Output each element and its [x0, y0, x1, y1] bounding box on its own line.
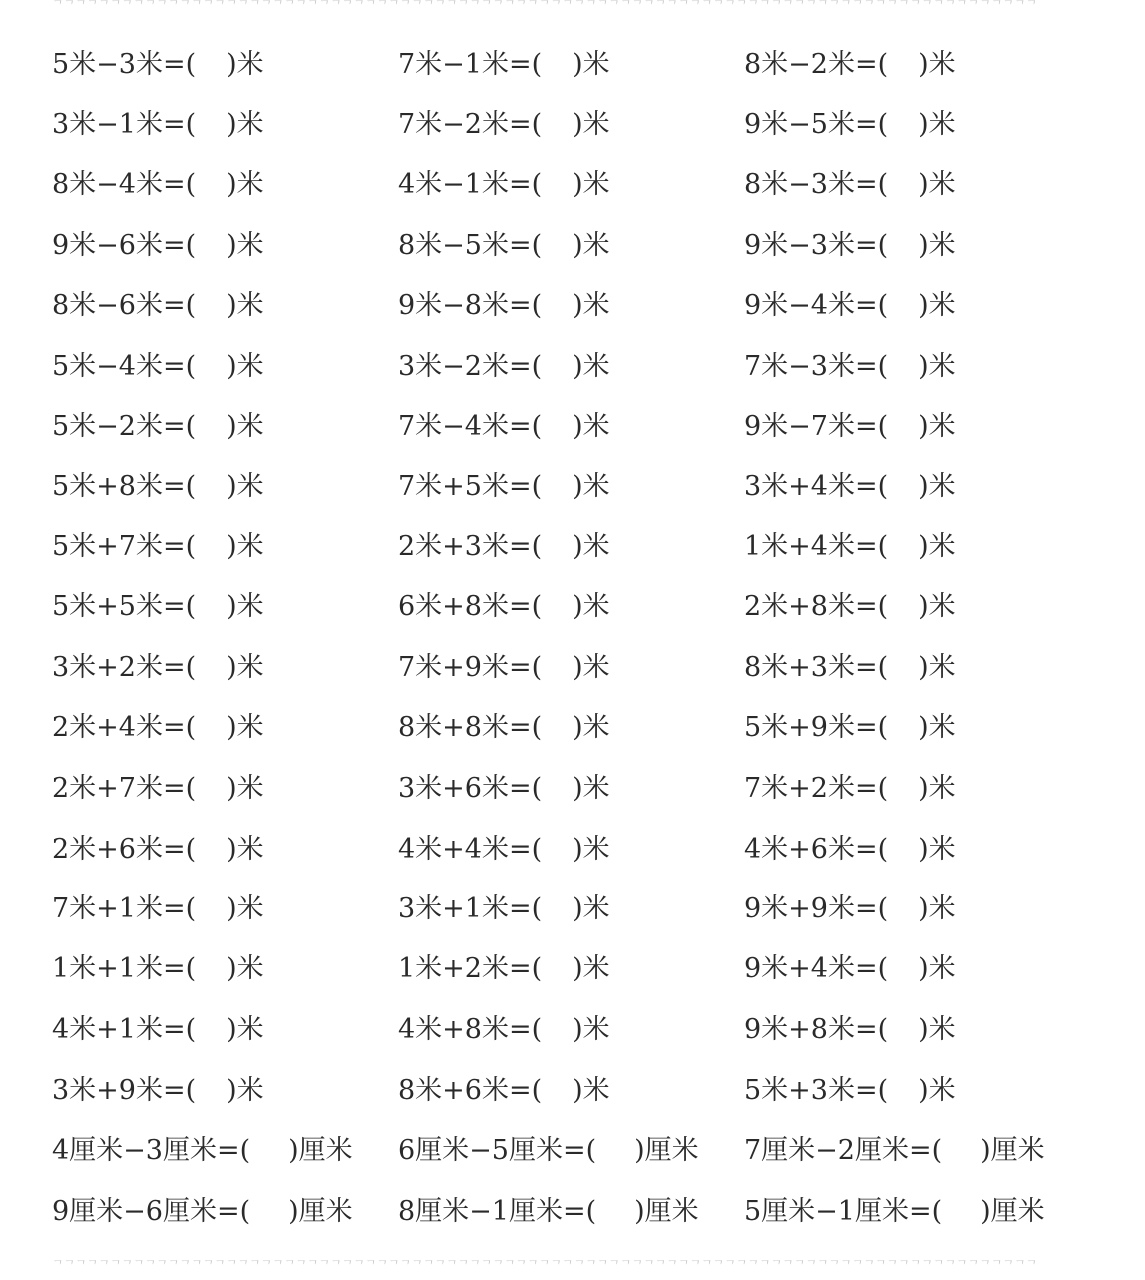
- problem-expression: 3米+1米=(: [398, 893, 543, 924]
- problem-expression: 7厘米−2厘米=(: [744, 1135, 943, 1166]
- answer-unit: )米: [572, 834, 610, 865]
- problem-item: [398, 648, 610, 688]
- problem-expression: 5米+8米=(: [52, 471, 197, 502]
- problem-row: [0, 165, 1145, 205]
- answer-unit: )米: [226, 351, 264, 382]
- answer-unit: )米: [572, 953, 610, 984]
- problem-row: [0, 226, 1145, 266]
- problem-expression: 6米+8米=(: [398, 591, 543, 622]
- answer-unit: )米: [572, 1075, 610, 1106]
- problem-expression: 2米+3米=(: [398, 531, 543, 562]
- problem-item: [52, 105, 264, 145]
- problem-item: [52, 830, 264, 870]
- answer-unit: )米: [572, 230, 610, 261]
- answer-unit: )米: [226, 591, 264, 622]
- problem-expression: 3米+4米=(: [744, 471, 889, 502]
- problem-item: [398, 45, 610, 85]
- problem-item: [398, 1071, 610, 1111]
- problem-expression: 7米+1米=(: [52, 893, 197, 924]
- problem-expression: 7米+5米=(: [398, 471, 543, 502]
- problem-expression: 6厘米−5厘米=(: [398, 1135, 597, 1166]
- answer-unit: )米: [918, 834, 956, 865]
- answer-unit: )厘米: [634, 1196, 699, 1227]
- problem-item: [398, 467, 610, 507]
- problem-item: [398, 165, 610, 205]
- problem-expression: 5米−3米=(: [52, 49, 197, 80]
- decorative-border-bottom: [52, 1260, 1094, 1272]
- answer-unit: )米: [918, 49, 956, 80]
- problem-item: [398, 949, 610, 989]
- answer-unit: )米: [918, 652, 956, 683]
- problem-expression: 9米+9米=(: [744, 893, 889, 924]
- problem-expression: 3米−2米=(: [398, 351, 543, 382]
- answer-unit: )米: [918, 773, 956, 804]
- answer-unit: )厘米: [980, 1196, 1045, 1227]
- problem-expression: 5米+3米=(: [744, 1075, 889, 1106]
- problem-expression: 9米−6米=(: [52, 230, 197, 261]
- answer-unit: )米: [572, 109, 610, 140]
- problem-item: [744, 587, 956, 627]
- problem-expression: 7米−3米=(: [744, 351, 889, 382]
- problem-item: [52, 949, 264, 989]
- problem-item: [744, 407, 956, 447]
- problem-expression: 4米+6米=(: [744, 834, 889, 865]
- answer-unit: )米: [572, 351, 610, 382]
- problem-item: [744, 1131, 1045, 1171]
- answer-unit: )米: [918, 230, 956, 261]
- problem-expression: 2米+6米=(: [52, 834, 197, 865]
- problem-item: [52, 165, 264, 205]
- problem-item: [52, 226, 264, 266]
- problem-row: [0, 527, 1145, 567]
- border-pattern-bottom: ᄀᄀᄀᄀᄀᄀᄀᄀᄀᄀᄀᄀᄀᄀᄀᄀᄀᄀᄀᄀᄀᄀᄀᄀᄀᄀᄀᄀᄀᄀᄀᄀᄀᄀᄀᄀᄀᄀᄀᄀᄀᄀᄀᄀᄀᄀᄀᄀᄀᄀᄀᄀᄀᄀᄀᄀᄀᄀᄀᄀᄀᄀᄀᄀᄀᄀᄀᄀᄀᄀᄀᄀᄀᄀᄀᄀᄀᄀᄀᄀᄀᄀᄀᄀᄀ: [52, 1260, 1038, 1272]
- problem-item: [52, 1192, 353, 1232]
- problem-expression: 1米+2米=(: [398, 953, 543, 984]
- problem-item: [744, 467, 956, 507]
- answer-unit: )米: [226, 652, 264, 683]
- problem-expression: 2米+7米=(: [52, 773, 197, 804]
- problem-item: [744, 165, 956, 205]
- problem-row: [0, 1192, 1145, 1232]
- problem-expression: 5米−2米=(: [52, 411, 197, 442]
- problem-item: [398, 527, 610, 567]
- problem-expression: 2米+8米=(: [744, 591, 889, 622]
- problem-expression: 8米+6米=(: [398, 1075, 543, 1106]
- answer-unit: )米: [918, 471, 956, 502]
- problem-item: [398, 1010, 610, 1050]
- problem-item: [52, 467, 264, 507]
- problem-expression: 9米−8米=(: [398, 290, 543, 321]
- answer-unit: )米: [226, 893, 264, 924]
- problem-item: [52, 1131, 353, 1171]
- problem-expression: 3米+9米=(: [52, 1075, 197, 1106]
- answer-unit: )厘米: [634, 1135, 699, 1166]
- problem-row: [0, 648, 1145, 688]
- problem-expression: 4米+8米=(: [398, 1014, 543, 1045]
- problem-item: [744, 1192, 1045, 1232]
- problem-expression: 9米+4米=(: [744, 953, 889, 984]
- problem-item: [744, 648, 956, 688]
- problem-row: [0, 949, 1145, 989]
- answer-unit: )米: [572, 169, 610, 200]
- answer-unit: )米: [572, 712, 610, 743]
- answer-unit: )厘米: [288, 1196, 353, 1227]
- answer-unit: )厘米: [288, 1135, 353, 1166]
- answer-unit: )米: [572, 290, 610, 321]
- problem-item: [398, 1131, 699, 1171]
- answer-unit: )米: [918, 1075, 956, 1106]
- answer-unit: )米: [572, 893, 610, 924]
- problem-expression: 2米+4米=(: [52, 712, 197, 743]
- problem-item: [744, 105, 956, 145]
- problem-expression: 8厘米−1厘米=(: [398, 1196, 597, 1227]
- problem-expression: 1米+1米=(: [52, 953, 197, 984]
- answer-unit: )米: [226, 712, 264, 743]
- answer-unit: )米: [226, 834, 264, 865]
- answer-unit: )米: [918, 411, 956, 442]
- problem-item: [744, 347, 956, 387]
- problem-item: [52, 45, 264, 85]
- problem-item: [744, 286, 956, 326]
- answer-unit: )米: [918, 531, 956, 562]
- problem-item: [52, 769, 264, 809]
- problem-expression: 8米+3米=(: [744, 652, 889, 683]
- problem-expression: 8米−6米=(: [52, 290, 197, 321]
- answer-unit: )米: [572, 471, 610, 502]
- problem-item: [398, 407, 610, 447]
- answer-unit: )米: [572, 773, 610, 804]
- answer-unit: )米: [572, 49, 610, 80]
- problem-expression: 7米+9米=(: [398, 652, 543, 683]
- problem-expression: 7米−1米=(: [398, 49, 543, 80]
- problem-expression: 8米−2米=(: [744, 49, 889, 80]
- answer-unit: )米: [572, 531, 610, 562]
- problem-item: [398, 286, 610, 326]
- answer-unit: )米: [572, 591, 610, 622]
- problem-expression: 5米+7米=(: [52, 531, 197, 562]
- problem-row: [0, 286, 1145, 326]
- problem-item: [744, 45, 956, 85]
- answer-unit: )米: [918, 893, 956, 924]
- answer-unit: )米: [918, 591, 956, 622]
- problem-expression: 3米+6米=(: [398, 773, 543, 804]
- answer-unit: )米: [918, 1014, 956, 1045]
- answer-unit: )米: [226, 953, 264, 984]
- problem-item: [52, 286, 264, 326]
- problem-expression: 8米+8米=(: [398, 712, 543, 743]
- problem-expression: 9米−3米=(: [744, 230, 889, 261]
- problem-item: [744, 1071, 956, 1111]
- answer-unit: )米: [226, 290, 264, 321]
- problem-row: [0, 407, 1145, 447]
- problem-expression: 5厘米−1厘米=(: [744, 1196, 943, 1227]
- problem-expression: 9米−4米=(: [744, 290, 889, 321]
- problem-expression: 1米+4米=(: [744, 531, 889, 562]
- problem-item: [398, 769, 610, 809]
- problem-row: [0, 1071, 1145, 1111]
- answer-unit: )厘米: [980, 1135, 1045, 1166]
- problem-item: [744, 1010, 956, 1050]
- problem-expression: 5米+9米=(: [744, 712, 889, 743]
- problem-item: [398, 587, 610, 627]
- problem-expression: 3米−1米=(: [52, 109, 197, 140]
- problem-row: [0, 889, 1145, 929]
- problem-row: [0, 467, 1145, 507]
- problem-row: [0, 830, 1145, 870]
- problem-item: [744, 889, 956, 929]
- problem-item: [398, 1192, 699, 1232]
- answer-unit: )米: [226, 411, 264, 442]
- problem-expression: 9米−7米=(: [744, 411, 889, 442]
- problem-item: [744, 949, 956, 989]
- problem-item: [398, 708, 610, 748]
- answer-unit: )米: [918, 953, 956, 984]
- problem-item: [398, 226, 610, 266]
- answer-unit: )米: [226, 773, 264, 804]
- answer-unit: )米: [918, 290, 956, 321]
- problem-item: [398, 105, 610, 145]
- problem-expression: 8米−3米=(: [744, 169, 889, 200]
- answer-unit: )米: [226, 49, 264, 80]
- answer-unit: )米: [226, 1014, 264, 1045]
- problem-item: [52, 1010, 264, 1050]
- answer-unit: )米: [226, 1075, 264, 1106]
- problem-expression: 9厘米−6厘米=(: [52, 1196, 251, 1227]
- problem-item: [52, 527, 264, 567]
- problem-row: [0, 347, 1145, 387]
- problem-item: [744, 527, 956, 567]
- problem-item: [52, 1071, 264, 1111]
- problem-item: [398, 347, 610, 387]
- problem-item: [52, 347, 264, 387]
- answer-unit: )米: [572, 1014, 610, 1045]
- answer-unit: )米: [918, 351, 956, 382]
- problem-row: [0, 1010, 1145, 1050]
- problem-item: [744, 226, 956, 266]
- border-pattern-top: ᄀᄀᄀᄀᄀᄀᄀᄀᄀᄀᄀᄀᄀᄀᄀᄀᄀᄀᄀᄀᄀᄀᄀᄀᄀᄀᄀᄀᄀᄀᄀᄀᄀᄀᄀᄀᄀᄀᄀᄀᄀᄀᄀᄀᄀᄀᄀᄀᄀᄀᄀᄀᄀᄀᄀᄀᄀᄀᄀᄀᄀᄀᄀᄀᄀᄀᄀᄀᄀᄀᄀᄀᄀᄀᄀᄀᄀᄀᄀᄀᄀᄀᄀᄀᄀ: [52, 0, 1038, 12]
- problem-item: [52, 648, 264, 688]
- problem-expression: 3米+2米=(: [52, 652, 197, 683]
- answer-unit: )米: [918, 109, 956, 140]
- problem-expression: 7米−4米=(: [398, 411, 543, 442]
- problem-expression: 9米+8米=(: [744, 1014, 889, 1045]
- problem-expression: 7米−2米=(: [398, 109, 543, 140]
- problem-expression: 4米+4米=(: [398, 834, 543, 865]
- answer-unit: )米: [226, 109, 264, 140]
- problem-expression: 4米+1米=(: [52, 1014, 197, 1045]
- problem-item: [52, 708, 264, 748]
- problem-expression: 4厘米−3厘米=(: [52, 1135, 251, 1166]
- answer-unit: )米: [918, 169, 956, 200]
- problem-expression: 8米−4米=(: [52, 169, 197, 200]
- problem-item: [52, 587, 264, 627]
- problem-expression: 7米+2米=(: [744, 773, 889, 804]
- problem-expression: 5米−4米=(: [52, 351, 197, 382]
- problem-expression: 4米−1米=(: [398, 169, 543, 200]
- problem-row: [0, 1131, 1145, 1171]
- problem-expression: 9米−5米=(: [744, 109, 889, 140]
- answer-unit: )米: [226, 230, 264, 261]
- problem-row: [0, 45, 1145, 85]
- answer-unit: )米: [572, 411, 610, 442]
- problem-row: [0, 769, 1145, 809]
- problem-item: [398, 889, 610, 929]
- problem-row: [0, 105, 1145, 145]
- answer-unit: )米: [226, 169, 264, 200]
- problem-row: [0, 587, 1145, 627]
- answer-unit: )米: [572, 652, 610, 683]
- problem-expression: 5米+5米=(: [52, 591, 197, 622]
- problem-expression: 8米−5米=(: [398, 230, 543, 261]
- problem-item: [744, 769, 956, 809]
- problem-item: [744, 830, 956, 870]
- problem-item: [52, 889, 264, 929]
- problem-row: [0, 708, 1145, 748]
- problem-item: [52, 407, 264, 447]
- answer-unit: )米: [226, 471, 264, 502]
- answer-unit: )米: [918, 712, 956, 743]
- answer-unit: )米: [226, 531, 264, 562]
- problem-item: [744, 708, 956, 748]
- problem-item: [398, 830, 610, 870]
